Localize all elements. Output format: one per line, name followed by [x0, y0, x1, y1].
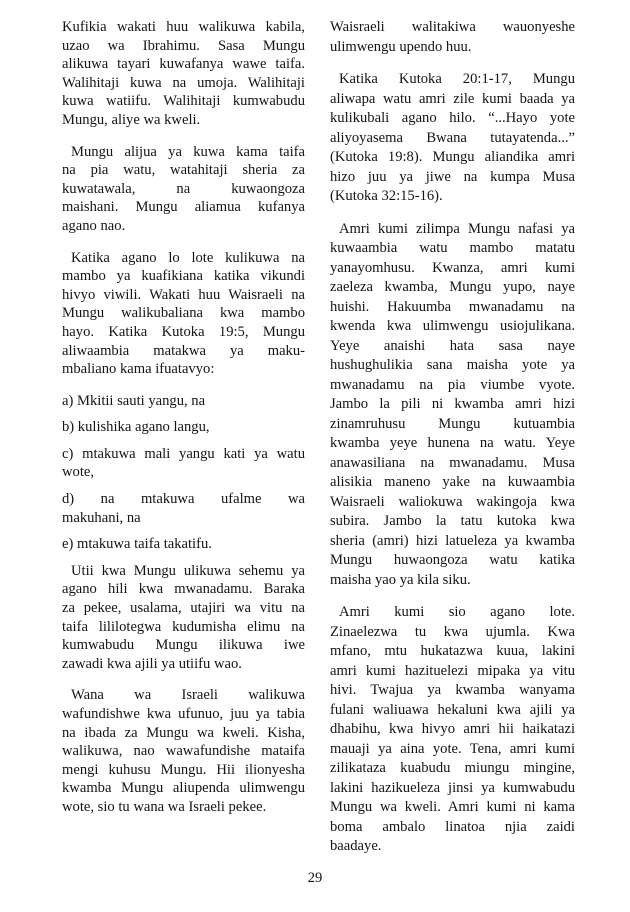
list-item — [62, 418, 305, 437]
paragraph — [62, 562, 305, 674]
text-line: hushughulikia sana maisha yote ya — [330, 357, 575, 373]
page-number: 29 — [307, 870, 323, 886]
text-line: agano hili kwa mwanadamu. Baraka — [62, 581, 305, 598]
text-line: mwanadamu na pia viumbe vyote. — [330, 376, 575, 393]
paragraph — [62, 18, 305, 130]
text-line: kuwaambia watu mambo matatu — [330, 240, 575, 256]
text-line: Katika Kutoka 20:1-17, Mungu — [339, 71, 575, 87]
text-line: kuwatawala, na kuwaongoza — [62, 180, 305, 197]
text-line: Utii kwa Mungu ulikuwa sehemu ya — [71, 562, 305, 579]
text-line: aliwaambia matakwa ya maku- — [62, 342, 305, 359]
text-line: Katika agano lo lote kulikuwa na — [71, 249, 305, 266]
text-line: makuhani, na — [62, 509, 141, 526]
text-line: baadaye. — [330, 838, 382, 854]
text-line: maishani. Mungu aliamua kufanya — [62, 199, 305, 216]
text-line: huishi. Hakuumba mwanadamu na — [330, 298, 575, 315]
text-line: aliwapa watu amri zile kumi baada ya — [330, 90, 575, 107]
text-line: zaeleza kwamba, Mungu yupo, naye — [330, 279, 575, 295]
text-line: Jambo la pili ni kwamba amri hizi — [330, 396, 575, 412]
text-line: kuwa watiifu. Walihitaji kumwabudu — [62, 93, 305, 110]
text-line: boma ambalo linatoa njia zaidi — [330, 818, 575, 835]
text-line: Wana wa Israeli walikuwa — [71, 687, 305, 704]
text-line: agano nao. — [62, 217, 126, 234]
text-line: Kufikia wakati huu walikuwa kabila, — [62, 19, 305, 35]
text-line: sheria (amri) hizi latueleza ya kwamba — [330, 532, 575, 549]
text-line: Mungu alijua ya kuwa kama taifa — [71, 143, 305, 160]
paragraph — [62, 249, 305, 379]
text-line: d) na mtakuwa ufalme wa — [62, 491, 305, 508]
list-item — [62, 445, 305, 482]
paragraph — [330, 70, 575, 207]
text-line: anawasiliana na mwanadamu. Musa — [330, 454, 575, 471]
text-line: hivi. Twajua ya kwamba wanyama — [330, 682, 575, 698]
text-line: lakini hazikueleza jinsi ya kumwabudu — [330, 779, 575, 796]
text-line: maisha yao ya kila siku. — [330, 571, 471, 588]
paragraph — [62, 686, 305, 816]
text-line: yanayomhusu. Kwanza, amri kumi — [330, 259, 575, 276]
text-line: e) mtakuwa taifa takatifu. — [62, 536, 212, 553]
text-line: kwamba Mungu aliupenda ulimwengu — [62, 780, 305, 797]
text-line: b) kulishika agano langu, — [62, 419, 210, 436]
text-line: amri kumi hazituelezi mipaka ya vitu — [330, 662, 575, 679]
text-line: Waisraeli waliokuwa wakingoja kwa — [330, 493, 575, 510]
text-line: wafundishwe kwa ufunuo, juu ya tabia — [62, 706, 305, 722]
text-line: za pekee, usalama, utajiri wa vitu na — [62, 600, 305, 617]
text-line: mauaji ya aina yote. Tena, amri kumi — [330, 740, 575, 757]
text-line: alisikia maneno yake na kuwaambia — [330, 474, 575, 490]
text-line: alikuwa tayari kuwafanya wawe taifa. — [62, 56, 305, 73]
text-line: Amri kumi sio agano lote. — [339, 604, 575, 620]
text-line: kwamba yeye hunena na watu. Yeye — [330, 435, 575, 451]
text-line: na ibada za Mungu wa kweli. Kisha, — [62, 724, 305, 741]
text-line: mbaliano kama ifuatavyo: — [62, 361, 215, 378]
text-line: mengi kuhusu Mungu. Hii ilionyesha — [62, 761, 305, 778]
text-line: walikuwa, nao wawafundishe mataifa — [62, 743, 305, 760]
list-item — [62, 535, 305, 554]
list-item — [62, 490, 305, 527]
text-line: uzao wa Ibrahimu. Sasa Mungu — [62, 37, 305, 54]
text-line: Mungu wa kweli. Amri kumi ni kama — [330, 799, 575, 815]
text-line: wote, — [62, 464, 95, 481]
text-line: kumwabudu Mungu ilikuwa iwe — [62, 637, 305, 654]
text-line: taifa lililotegwa kudumisha elimu na — [62, 618, 305, 635]
left-column — [62, 18, 305, 830]
text-line: Yeye anaishi hata sasa naye — [330, 337, 575, 354]
text-line: Amri kumi zilimpa Mungu nafasi ya — [339, 220, 575, 237]
text-line: subira. Jambo la tatu kutoka kwa — [330, 513, 575, 529]
text-line: hivyo viwili. Wakati huu Waisraeli na — [62, 286, 305, 303]
text-line: Mungu, aliye wa kweli. — [62, 111, 201, 128]
text-line: fulani waliuawa hekaluni kwa ajili ya — [330, 701, 575, 718]
text-line: (Kutoka 32:15-16). — [330, 188, 443, 204]
text-line: zinamruhusu Mungu kutuambia — [330, 415, 575, 432]
text-line: hayo. Katika Kutoka 19:5, Mungu — [62, 323, 305, 340]
text-line: zawadi kwa ajili ya utiifu wao. — [62, 655, 242, 672]
paragraph — [62, 143, 305, 236]
text-line: wote, sio tu wana wa Israeli pekee. — [62, 798, 267, 815]
text-line: kulikubali agano hilo. “...Hayo yote — [330, 110, 575, 126]
text-line: Mungu walikubaliana kwa mambo — [62, 305, 305, 322]
text-line: c) mtakuwa mali yangu kati ya watu — [62, 445, 305, 462]
text-line: Waisraeli walitakiwa wauonyeshe — [330, 19, 575, 35]
paragraph — [330, 18, 575, 57]
text-line: na pia watu, watahitaji sheria za — [62, 162, 305, 179]
text-line: Mungu huwaongoza watu katika — [330, 552, 575, 568]
text-line: a) Mkitii sauti yangu, na — [62, 392, 206, 409]
text-line: ulimwengu upendo huu. — [330, 38, 472, 55]
right-column — [330, 18, 575, 870]
text-line: hizo juu ya jiwe na kumpa Musa — [330, 168, 575, 185]
text-line: Zinaelezwa tu kwa ujumla. Kwa — [330, 623, 575, 640]
text-line: dhabihu, kwa hivyo amri hii haikatazi — [330, 721, 575, 737]
text-line: kwenda kwa ulimwengu usiojulikana. — [330, 318, 575, 334]
text-line: zilikataza kuabudu miungu mingine, — [330, 760, 575, 776]
text-line: aliyoyasema Bwana tutayatenda...” — [330, 129, 575, 146]
text-line: (Kutoka 19:8). Mungu aliandika amri — [330, 149, 575, 165]
text-line: Walihitaji kuwa na umoja. Walihitaji — [62, 74, 305, 91]
text-line: mfano, mtu hukatazwa kuua, lakini — [330, 643, 575, 659]
list-item — [62, 392, 305, 411]
paragraph — [330, 603, 575, 857]
paragraph — [330, 220, 575, 591]
text-line: mambo ya kuafikiana katika vikundi — [62, 268, 305, 285]
